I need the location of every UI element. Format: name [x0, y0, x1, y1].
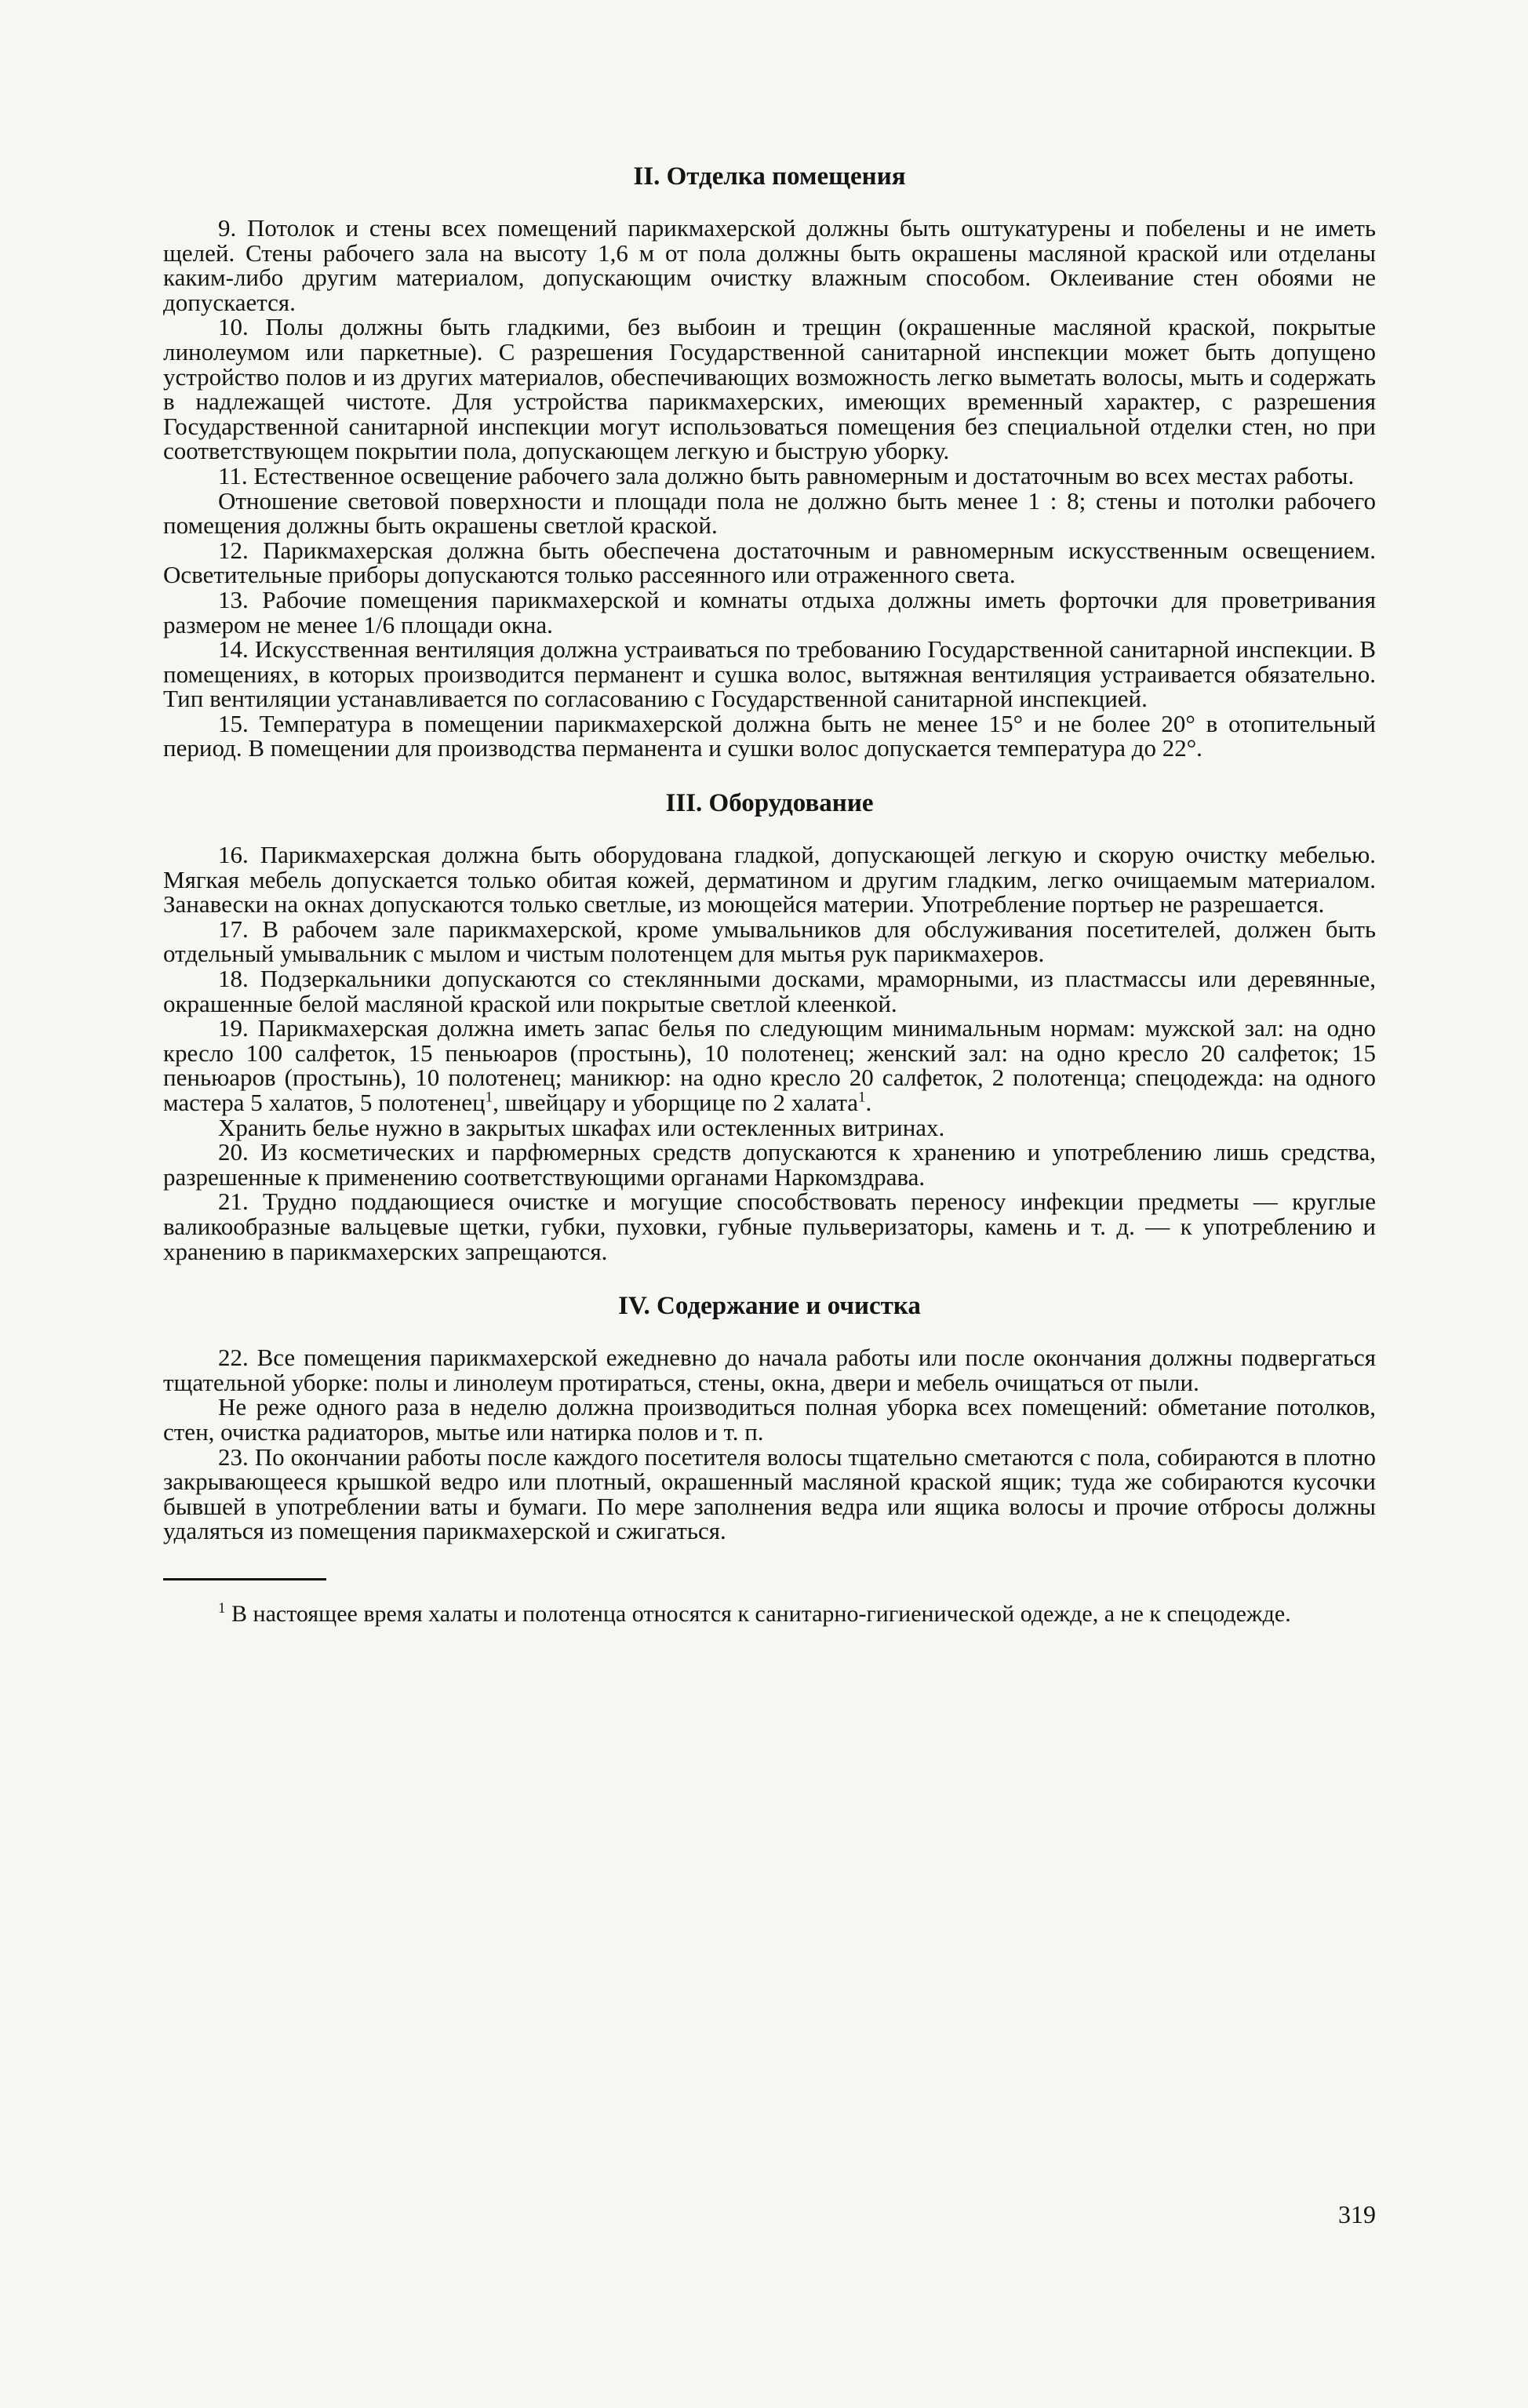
- paragraph: 17. В рабочем зале парикмахерской, кроме умывальников для обслуживания посетителей, должен быть отдельный умывальник с мылом и чистым полотенцем для мытья рук парикмахеров.: [163, 915, 1376, 968]
- paragraph: 10. Полы должны быть гладкими, без выбоин и трещин (окрашенные масляной краской, покрытые линолеумом или паркетные). С разрешения Государственной санитарной инспекции может быть допущено устройство полов и из других материалов, обеспечивающих возможность легко выметать волосы, мыть и содержать в надлежащей чистоте. Для устройства парикмахерских, имеющих временный характер, с разрешения Государственной санитарной инспекции могут использоваться помещения без специальной отделки стен, но при соответствующем покрытии пола, допускающем легкую и быструю уборку.: [163, 313, 1376, 465]
- paragraph: 15. Температура в помещении парикмахерской должна быть не менее 15° и не более 20° в отопительный период. В помещении для производства перманента и сушки волос допускается температура до 22°.: [163, 709, 1376, 762]
- page-number: 319: [1338, 2200, 1376, 2228]
- paragraph: 22. Все помещения парикмахерской ежедневно до начала работы или после окончания должны подвергаться тщательной уборке: полы и линолеум протираться, стены, окна, двери и мебель очищаться от пыли.: [163, 1344, 1376, 1396]
- paragraph: Не реже одного раза в неделю должна производиться полная уборка всех помещений: обметание потолков, стен, очистка радиаторов, мытье или натирка полов и т. п.: [163, 1393, 1376, 1446]
- paragraph: 21. Трудно поддающиеся очистке и могущие способствовать переносу инфекции предметы — круглые валикообразные вальцевые щетки, губки, пуховки, губные пульверизаторы, камень и т. д. — к употреблению и хранению в парикмахерских запрещаются.: [163, 1188, 1376, 1265]
- footnote-marker: 1: [218, 1599, 226, 1617]
- paragraph: Хранить белье нужно в закрытых шкафах или остекленных витринах.: [218, 1113, 945, 1141]
- paragraph: 23. По окончании работы после каждого посетителя волосы тщательно сметаются с пола, собираются в плотно закрывающееся крышкой ведро или плотный, окрашенный масляной краской ящик; туда же собираются кусочки бывшей в употреблении ваты и бумаги. По мере заполнения ведра или ящика волосы и прочие отбросы должны удаляться из помещения парикмахерской и сжигаться.: [163, 1442, 1376, 1545]
- footnote-marker: 1: [858, 1089, 866, 1106]
- paragraph: 9. Потолок и стены всех помещений парикмахерской должны быть оштукатурены и побелены и не иметь щелей. Стены рабочего зала на высоту 1,6 м от пола должны быть окрашены масляной краской или отделаны каким-либо другим материалом, допускающим очистку влажным способом. Оклеивание стен обоями не допускается.: [163, 214, 1376, 316]
- paragraph: 19. Парикмахерская должна иметь запас белья по следующим минимальным нормам: мужской зал: на одно кресло 100 салфеток, 15 пеньюаров (простынь), 10 полотенец; женский зал: на одно кресло 20 салфеток; 15 пеньюаров (простынь), 10 полотенец; маникюр: на одно кресло 20 салфеток, 2 полотенца; спецодежда: на одного мастера 5 халатов, 5 полотенец$^1$, швейцару и уборщице по 2 халата$^1$.: [163, 1014, 1376, 1116]
- document-page: [163, 161, 1376, 2341]
- paragraph: 16. Парикмахерская должна быть оборудована гладкой, допускающей легкую и скорую очистку мебелью. Мягкая мебель допускается только обитая кожей, дерматином и другим гладким, легко очищаемым материалом. Занавески на окнах допускаются только светлые, из моющейся материи. Употребление портьер не разрешается.: [163, 841, 1376, 918]
- footnote-marker: 1: [485, 1089, 493, 1106]
- footnote-divider: [163, 1578, 326, 1580]
- paragraph: 20. Из косметических и парфюмерных средств допускаются к хранению и употреблению лишь средства, разрешенные к применению соответствующими органами Наркомздрава.: [163, 1138, 1376, 1191]
- paragraph: 13. Рабочие помещения парикмахерской и комнаты отдыха должны иметь форточки для проветривания размером не менее 1/6 площади окна.: [163, 585, 1376, 638]
- footnote: $^1$ В настоящее время халаты и полотенца относятся к санитарно-гигиенической одежде, а не к спецодежде.: [218, 1599, 1291, 1627]
- section-heading: III. Оборудование: [665, 789, 874, 818]
- section-heading: IV. Содержание и очистка: [618, 1292, 921, 1321]
- paragraph: Отношение световой поверхности и площади пола не должно быть менее 1 : 8; стены и потолки рабочего помещения должны быть окрашены светлой краской.: [163, 486, 1376, 540]
- paragraph: 11. Естественное освещение рабочего зала должно быть равномерным и достаточным во всех местах работы.: [218, 461, 1355, 489]
- paragraph: 14. Искусственная вентиляция должна устраиваться по требованию Государственной санитарной инспекции. В помещениях, в которых производится перманент и сушка волос, вытяжная вентиляция устраивается обязательно. Тип вентиляции устанавливается по согласованию с Государственной санитарной инспекцией.: [163, 635, 1376, 713]
- paragraph: 12. Парикмахерская должна быть обеспечена достаточным и равномерным искусственным освещением. Осветительные приборы допускаются только рассеянного или отраженного света.: [163, 536, 1376, 589]
- paragraph: 18. Подзеркальники допускаются со стеклянными досками, мраморными, из пластмассы или деревянные, окрашенные белой масляной краской или покрытые светлой клеенкой.: [163, 965, 1376, 1017]
- section-heading: II. Отделка помещения: [633, 162, 906, 191]
